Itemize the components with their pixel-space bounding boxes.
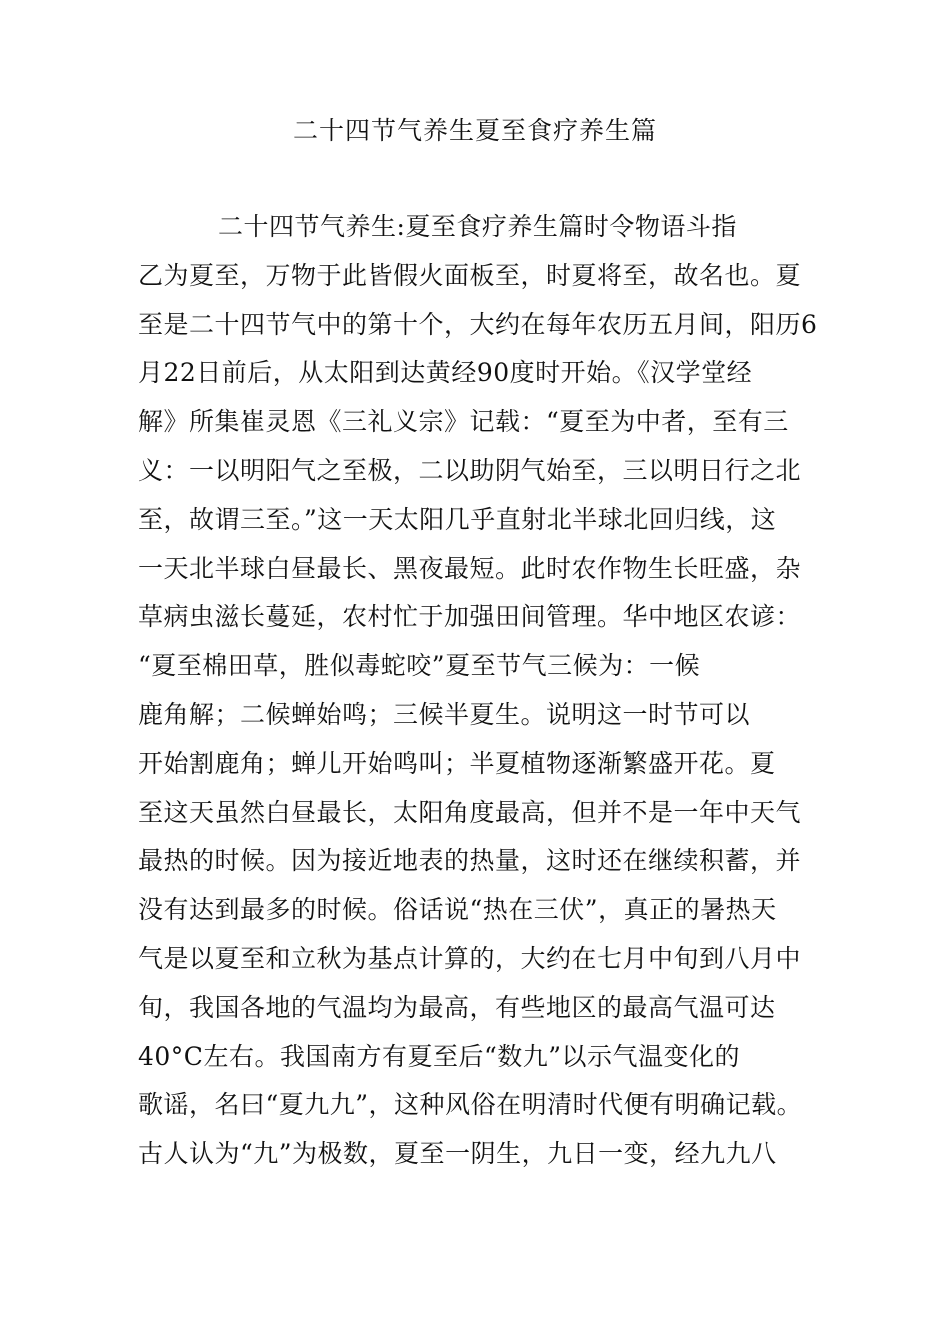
- paragraph-line: 40°C左右。我国南方有夏至后“数九”以示气温变化的: [138, 1041, 741, 1071]
- paragraph-line: 没有达到最多的时候。俗话说“热在三伏”，真正的暑热天: [138, 895, 777, 925]
- paragraph-line: 鹿角解；二候蝉始鸣；三候半夏生。说明这一时节可以: [138, 699, 751, 729]
- paragraph-line: 至是二十四节气中的第十个，大约在每年农历五月间，阳历6: [138, 309, 818, 339]
- paragraph-line: 至这天虽然白昼最长，太阳角度最高，但并不是一年中天气: [138, 797, 802, 827]
- paragraph-line: 月22日前后，从太阳到达黄经90度时开始。《汉学堂经: [138, 358, 753, 388]
- paragraph-line: 草病虫滋长蔓延，农村忙于加强田间管理。华中地区农谚：: [138, 602, 802, 632]
- paragraph-line: 气是以夏至和立秋为基点计算的，大约在七月中旬到八月中: [138, 943, 802, 973]
- paragraph-line: 义：一以明阳气之至极，二以助阴气始至，三以明日行之北: [138, 455, 802, 485]
- paragraph-line: 二十四节气养生:夏至食疗养生篇时令物语斗指: [218, 212, 737, 241]
- document-body: [138, 207, 818, 1183]
- paragraph-line: 最热的时候。因为接近地表的热量，这时还在继续积蓄，并: [138, 846, 802, 876]
- document-title: 二十四节气养生夏至食疗养生篇: [292, 116, 657, 145]
- paragraph-line: 至，故谓三至。”这一天太阳几乎直射北半球北回归线，这: [138, 504, 777, 534]
- paragraph-line: 解》所集崔灵恩《三礼义宗》记载：“夏至为中者，至有三: [138, 407, 789, 437]
- paragraph-line: 乙为夏至，万物于此皆假火面板至，时夏将至，故名也。夏: [138, 260, 802, 290]
- paragraph-line: “夏至棉田草，胜似毒蛇咬”夏至节气三候为：一候: [138, 651, 701, 681]
- paragraph-line: 一天北半球白昼最长、黑夜最短。此时农作物生长旺盛，杂: [138, 553, 802, 583]
- paragraph-line: 歌谣，名曰“夏九九”，这种风俗在明清时代便有明确记载。: [138, 1090, 803, 1120]
- paragraph-line: 旬，我国各地的气温均为最高，有些地区的最高气温可达: [138, 992, 776, 1022]
- paragraph-line: 古人认为“九”为极数，夏至一阴生，九日一变，经九九八: [138, 1139, 777, 1169]
- paragraph-line: 开始割鹿角；蝉儿开始鸣叫；半夏植物逐渐繁盛开花。夏: [138, 748, 776, 778]
